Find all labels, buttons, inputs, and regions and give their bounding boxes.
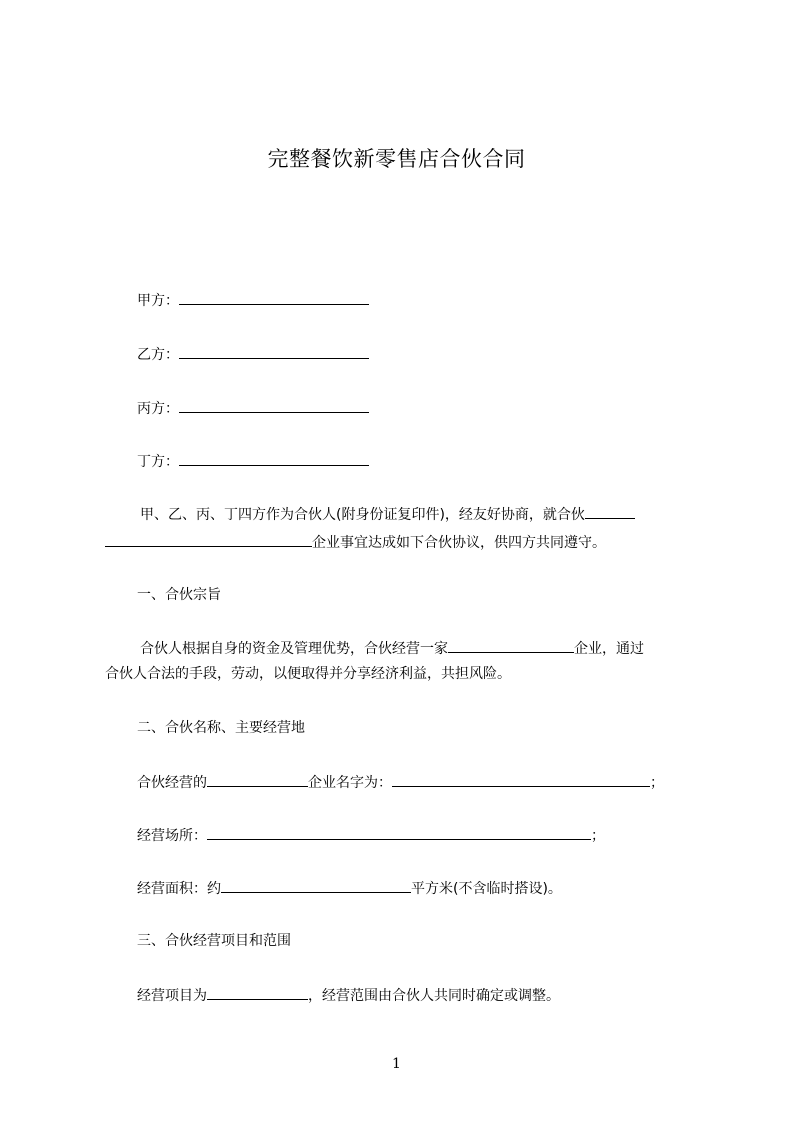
intro-blank-1 bbox=[585, 505, 635, 519]
intro-blank-2 bbox=[105, 533, 312, 547]
scope-prefix: 经营项目为 bbox=[137, 988, 207, 1004]
party-a-label: 甲方： bbox=[137, 293, 179, 309]
business-area-blank bbox=[221, 879, 411, 893]
party-d-blank bbox=[179, 452, 369, 466]
area-prefix: 经营面积：约 bbox=[137, 881, 221, 897]
intro-line-1 bbox=[140, 505, 635, 524]
section-1-line-1 bbox=[140, 639, 644, 658]
section-1-text-1: 合伙人根据自身的资金及管理优势，合伙经营一家 bbox=[140, 641, 448, 657]
party-c-label: 丙方： bbox=[137, 401, 179, 417]
intro-line-2 bbox=[105, 533, 606, 552]
section-1-text-2: 企业，通过 bbox=[574, 641, 644, 657]
intro-text-2: 企业事宜达成如下合伙协议，供四方共同遵守。 bbox=[312, 535, 606, 551]
business-place-blank bbox=[207, 826, 591, 840]
party-a-blank bbox=[179, 291, 369, 305]
business-type-blank bbox=[448, 639, 574, 653]
party-d-label: 丁方： bbox=[137, 454, 179, 470]
section-1-heading: 一、合伙宗旨 bbox=[137, 587, 221, 603]
party-d-line bbox=[137, 452, 369, 471]
business-place-line bbox=[137, 826, 605, 845]
business-area-line bbox=[137, 879, 562, 898]
business-name-blank bbox=[392, 773, 650, 787]
name-end: ； bbox=[650, 775, 664, 791]
party-b-blank bbox=[179, 345, 369, 359]
party-c-blank bbox=[179, 399, 369, 413]
name-middle: 企业名字为： bbox=[308, 775, 392, 791]
party-a-line bbox=[137, 291, 369, 310]
document-title: 完整餐饮新零售店合伙合同 bbox=[267, 147, 526, 171]
intro-text-1: 甲、乙、丙、丁四方作为合伙人(附身份证复印件)，经友好协商，就合伙 bbox=[140, 507, 585, 523]
scope-suffix: ，经营范围由合伙人共同时确定或调整。 bbox=[308, 988, 560, 1004]
place-prefix: 经营场所： bbox=[137, 828, 207, 844]
name-prefix: 合伙经营的 bbox=[137, 775, 207, 791]
section-2-heading: 二、合伙名称、主要经营地 bbox=[137, 720, 305, 736]
section-3-heading: 三、合伙经营项目和范围 bbox=[137, 933, 291, 949]
party-c-line bbox=[137, 399, 369, 418]
section-1-line-2: 合伙人合法的手段，劳动，以便取得并分享经济利益，共担风险。 bbox=[105, 666, 511, 682]
place-end: ； bbox=[591, 828, 605, 844]
area-suffix: 平方米(不含临时搭设)。 bbox=[411, 881, 562, 897]
business-category-blank bbox=[207, 773, 308, 787]
business-scope-line bbox=[137, 986, 560, 1005]
business-scope-blank bbox=[207, 986, 308, 1000]
page-number: 1 bbox=[392, 1056, 401, 1072]
business-name-line bbox=[137, 773, 664, 792]
party-b-line bbox=[137, 345, 369, 364]
party-b-label: 乙方： bbox=[137, 347, 179, 363]
